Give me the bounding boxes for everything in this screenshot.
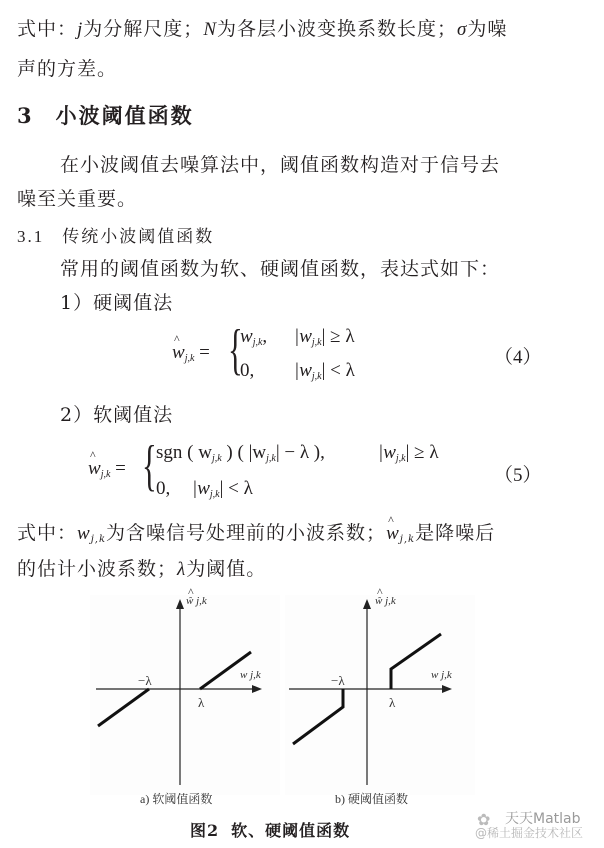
var-w-hat: ^ w (386, 523, 400, 545)
hard-threshold-plot (285, 595, 475, 795)
soft-threshold-plot (90, 595, 280, 795)
subscript: j,k (395, 453, 406, 464)
condition: |w (294, 360, 312, 381)
case-2-condition (294, 360, 355, 382)
pos-threshold-label: λ (389, 695, 396, 710)
y-axis-label (375, 595, 396, 607)
text: 为分解尺度； (83, 18, 204, 40)
subsection-title: 传统小波阈值函数 (62, 227, 215, 247)
condition-tail: | < λ (321, 360, 355, 381)
equation-lhs (172, 342, 210, 364)
case-1-condition (294, 326, 355, 348)
abs-open: ) ( |w (226, 442, 267, 463)
var-sigma: σ (457, 19, 468, 40)
left-brace: { (142, 435, 157, 497)
figure-caption-text: 软、硬阈值函数 (231, 821, 351, 840)
subscript: j,k (399, 534, 416, 545)
paragraph-4-line-2 (17, 554, 266, 581)
condition-tail: | ≥ λ (405, 442, 439, 463)
watermark-line-2: @稀土掘金技术社区 (475, 825, 584, 840)
case-2-condition (192, 478, 253, 500)
y-axis-label (186, 595, 207, 607)
subscript: j,k (184, 353, 195, 364)
equation-number: （5） (494, 465, 542, 486)
value: w (240, 326, 253, 347)
var-j: j (77, 19, 84, 40)
text: 式中： (17, 18, 78, 40)
case-2: 0, (240, 360, 255, 381)
subsection-number: 3.1 (17, 227, 45, 246)
condition: |w (294, 326, 312, 347)
subscript: j,k (311, 371, 322, 382)
subscript: j,k (311, 337, 322, 348)
text: 是降噪后 (415, 522, 496, 544)
var-lambda: λ (177, 559, 187, 580)
panel-a-sublabel: a) 软阈值函数 (140, 792, 213, 806)
figure-panel-soft (90, 595, 280, 806)
equals-sign: = (115, 458, 126, 479)
subscript: j,k (100, 469, 111, 480)
minus-lambda: | − λ ), (275, 442, 325, 463)
equals-sign: = (199, 342, 210, 363)
case-1 (240, 326, 267, 348)
case-1 (156, 442, 325, 464)
pos-threshold-label: λ (198, 695, 205, 710)
figure-number: 图2 (190, 821, 220, 840)
wechat-icon: ✿ (477, 810, 491, 829)
x-axis-label: w j,k (240, 669, 261, 681)
left-brace: { (228, 319, 243, 381)
neg-threshold-label: −λ (331, 673, 345, 688)
text: 为各层小波变换系数长度； (217, 18, 458, 40)
condition-tail: | ≥ λ (321, 326, 355, 347)
paragraph-4-line-1 (17, 518, 495, 545)
text: 为阈值。 (186, 558, 267, 580)
paragraph-2-line-2: 噪至关重要。 (17, 188, 138, 210)
section-title: 小波阈值函数 (55, 103, 194, 128)
condition: |w (378, 442, 396, 463)
text: 为含噪信号处理前的小波系数； (106, 522, 387, 544)
label: ^ ŵ j,k (375, 595, 396, 607)
equation-5 (0, 432, 604, 504)
subscript: j,k (266, 453, 276, 464)
x-axis-label: w j,k (431, 669, 452, 681)
watermark (475, 812, 583, 839)
figure-caption (190, 818, 350, 841)
var-w: w (77, 523, 91, 544)
neg-threshold-label: −λ (138, 673, 152, 688)
text: 为噪 (467, 18, 508, 40)
subscript: j,k (252, 337, 263, 348)
soft-threshold-label: 2）软阈值法 (60, 404, 174, 426)
figure-panel-hard (285, 595, 475, 806)
label: ^ ŵ j,k (186, 595, 207, 607)
panel-b-sublabel: b) 硬阈值函数 (335, 792, 408, 806)
text: 的估计小波系数； (17, 558, 178, 580)
equation-4 (0, 318, 604, 390)
paragraph-2-line-1: 在小波阈值去噪算法中，阈值函数构造对于信号去 (60, 154, 501, 176)
paragraph-1-line-2: 声的方差。 (17, 58, 118, 80)
section-heading (17, 100, 194, 130)
case-1-condition (378, 442, 439, 464)
case-2: 0, (156, 478, 171, 499)
section-number: 3 (17, 103, 34, 128)
w-hat: ^ w (88, 458, 101, 480)
sgn: sgn ( w (156, 442, 212, 463)
watermark-line-1: 天天Matlab (505, 811, 581, 827)
subscript: j,k (90, 534, 107, 545)
condition-tail: | < λ (219, 478, 253, 499)
equation-number: （4） (494, 347, 542, 368)
paragraph-3-line-1: 常用的阈值函数为软、硬阈值函数，表达式如下： (60, 258, 501, 280)
comma: , (262, 326, 268, 347)
text: 式中： (17, 522, 78, 544)
w-hat: ^ w (172, 342, 185, 364)
hard-threshold-label: 1）硬阈值法 (60, 292, 174, 314)
var-n: N (203, 19, 217, 40)
subsection-heading (17, 222, 214, 247)
paragraph-1-line-1 (17, 14, 507, 41)
equation-lhs (88, 458, 126, 480)
condition: |w (192, 478, 210, 499)
subscript: j,k (209, 489, 220, 500)
subscript: j,k (211, 453, 222, 464)
